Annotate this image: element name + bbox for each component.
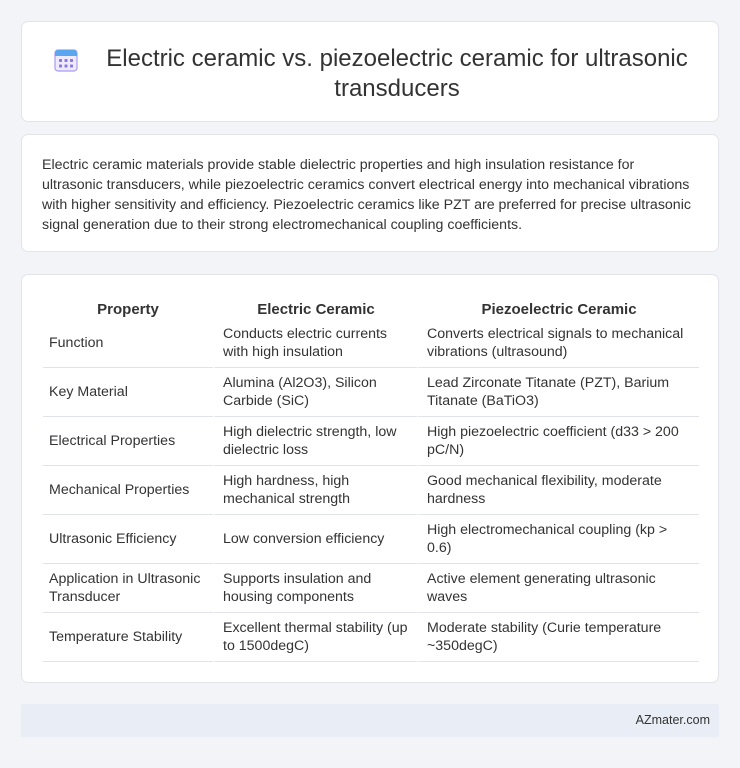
title-wrap — [52, 44, 698, 104]
row-piezoelectric-ceramic: High electromechanical coupling (kp > 0.6) — [417, 515, 699, 564]
row-electric-ceramic: Conducts electric currents with high insulation — [213, 319, 417, 368]
footer-brand[interactable]: AZmater.com — [635, 713, 710, 727]
table-row — [43, 319, 699, 368]
row-property: Application in Ultrasonic Transducer — [43, 564, 213, 613]
table-row — [43, 417, 699, 466]
table-header-row — [43, 294, 699, 319]
row-piezoelectric-ceramic: Active element generating ultrasonic waves — [417, 564, 699, 613]
summary-text: Electric ceramic materials provide stable dielectric properties and high insulation resistance for ultrasonic transducers, while piezoelectric ceramics convert electrical energy into mechanical vibrations with higher sensitivity and efficiency. Piezoelectric ceramics like PZT are preferred for precise ultrasonic signal generation due to their strong electromechanical coupling coefficients. — [42, 157, 691, 233]
row-property: Key Material — [43, 368, 213, 417]
row-property: Temperature Stability — [43, 613, 213, 662]
comparison-table — [43, 294, 699, 662]
row-electric-ceramic: Low conversion efficiency — [213, 515, 417, 564]
row-electric-ceramic: Supports insulation and housing components — [213, 564, 417, 613]
page-title: Electric ceramic vs. piezoelectric ceramic for ultrasonic transducers — [106, 45, 688, 102]
header-electric-ceramic: Electric Ceramic — [213, 294, 417, 319]
row-property: Mechanical Properties — [43, 466, 213, 515]
row-property: Electrical Properties — [43, 417, 213, 466]
table-row — [43, 613, 699, 662]
title-card — [21, 21, 719, 122]
summary-card — [21, 134, 719, 252]
row-property: Function — [43, 319, 213, 368]
header-property: Property — [97, 301, 159, 318]
table-row — [43, 368, 699, 417]
row-piezoelectric-ceramic: Converts electrical signals to mechanical vibrations (ultrasound) — [417, 319, 699, 368]
row-piezoelectric-ceramic: Moderate stability (Curie temperature ~350degC) — [417, 613, 699, 662]
row-piezoelectric-ceramic: Good mechanical flexibility, moderate hardness — [417, 466, 699, 515]
comparison-card — [21, 274, 719, 683]
table-row — [43, 515, 699, 564]
row-electric-ceramic: High dielectric strength, low dielectric loss — [213, 417, 417, 466]
row-piezoelectric-ceramic: Lead Zirconate Titanate (PZT), Barium Titanate (BaTiO3) — [417, 368, 699, 417]
row-electric-ceramic: Excellent thermal stability (up to 1500degC) — [213, 613, 417, 662]
row-electric-ceramic: Alumina (Al2O3), Silicon Carbide (SiC) — [213, 368, 417, 417]
row-electric-ceramic: High hardness, high mechanical strength — [213, 466, 417, 515]
row-piezoelectric-ceramic: High piezoelectric coefficient (d33 > 200 pC/N) — [417, 417, 699, 466]
table-row — [43, 564, 699, 613]
footer-bar — [21, 704, 719, 737]
header-piezoelectric-ceramic: Piezoelectric Ceramic — [417, 294, 699, 319]
row-property: Ultrasonic Efficiency — [43, 515, 213, 564]
table-row — [43, 466, 699, 515]
calendar-icon — [52, 46, 80, 74]
